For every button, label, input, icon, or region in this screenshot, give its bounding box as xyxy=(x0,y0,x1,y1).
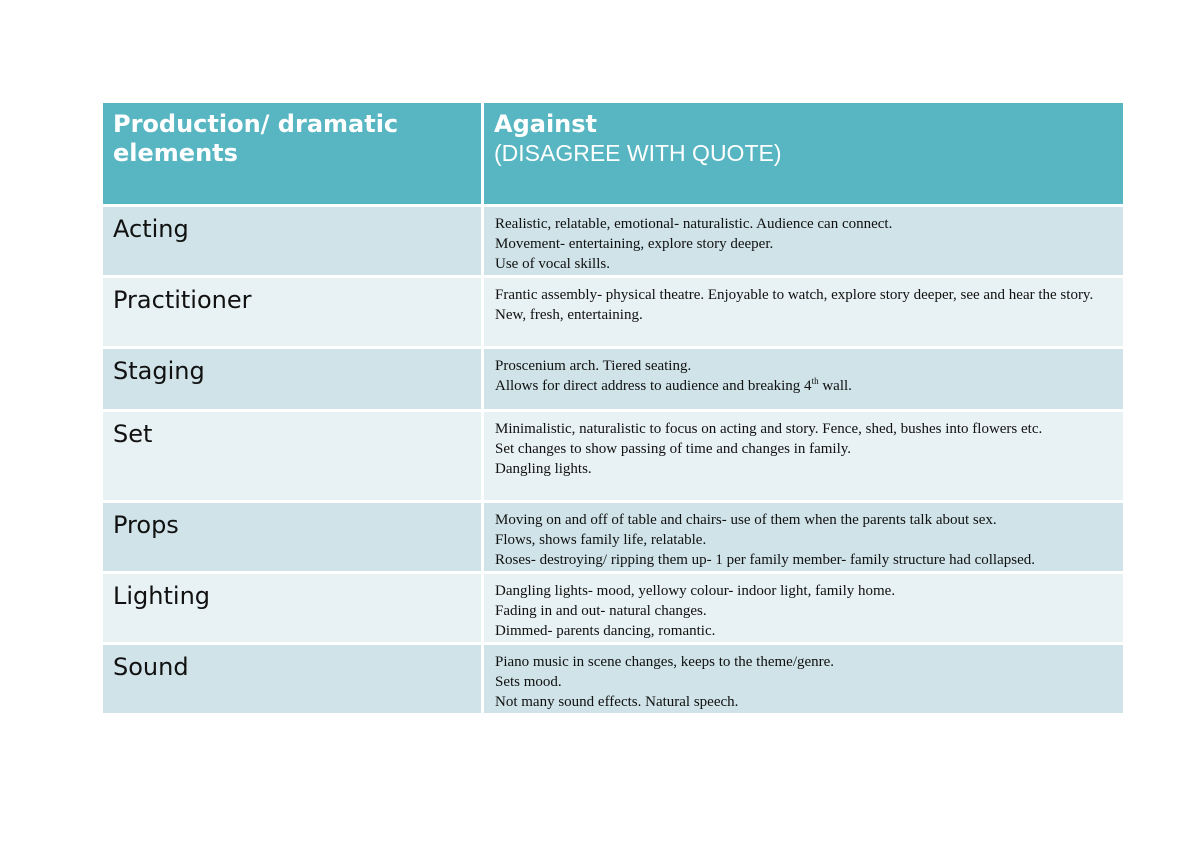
note-line: Sets mood. xyxy=(495,674,562,690)
note-line: Fading in and out- natural changes. xyxy=(495,603,707,619)
element-cell-set: Set xyxy=(103,409,484,500)
notes-cell-acting xyxy=(484,204,1123,275)
element-cell-props: Props xyxy=(103,500,484,571)
header-elements-title: Production/ dramatic elements xyxy=(113,110,399,167)
element-cell-lighting: Lighting xyxy=(103,571,484,642)
element-cell-practitioner: Practitioner xyxy=(103,275,484,346)
note-wall-before: Allows for direct address to audience and breaking 4 xyxy=(495,378,812,394)
header-against-subtitle: (DISAGREE WITH QUOTE) xyxy=(494,140,782,166)
element-cell-sound: Sound xyxy=(103,642,484,713)
note-line: Use of vocal skills. xyxy=(495,256,610,272)
note-line: Proscenium arch. Tiered seating. xyxy=(495,358,692,374)
note-line: Piano music in scene changes, keeps to the theme/genre. xyxy=(495,654,835,670)
header-elements-cell xyxy=(103,103,484,204)
note-line: Not many sound effects. Natural speech. xyxy=(495,694,739,710)
notes-cell-lighting xyxy=(484,571,1123,642)
header-against-title: Against xyxy=(494,110,598,138)
header-against-cell xyxy=(484,103,1123,204)
note-wall-after: wall. xyxy=(818,378,852,394)
notes-cell-set xyxy=(484,409,1123,500)
notes-cell-props xyxy=(484,500,1123,571)
note-line: Realistic, relatable, emotional- naturalistic. Audience can connect. xyxy=(495,216,893,232)
note-line: Frantic assembly- physical theatre. Enjoyable to watch, explore story deeper, see and hear the story. xyxy=(495,287,1094,303)
comparison-table xyxy=(103,103,1123,713)
note-wall-superscript: th xyxy=(811,376,819,386)
note-line: Roses- destroying/ ripping them up- 1 per family member- family structure had collapsed. xyxy=(495,552,1035,568)
note-line: New, fresh, entertaining. xyxy=(495,307,643,323)
note-line: Dangling lights. xyxy=(495,461,592,477)
notes-cell-sound xyxy=(484,642,1123,713)
note-line: Flows, shows family life, relatable. xyxy=(495,532,707,548)
note-line: Set changes to show passing of time and changes in family. xyxy=(495,441,852,457)
note-line: Dimmed- parents dancing, romantic. xyxy=(495,623,716,639)
element-cell-staging: Staging xyxy=(103,346,484,409)
note-line: Minimalistic, naturalistic to focus on acting and story. Fence, shed, bushes into flowers etc. xyxy=(495,421,1043,437)
notes-cell-staging xyxy=(484,346,1123,409)
note-line: Dangling lights- mood, yellowy colour- indoor light, family home. xyxy=(495,583,896,599)
note-line: Movement- entertaining, explore story deeper. xyxy=(495,236,774,252)
note-line-wall xyxy=(495,376,1113,396)
element-cell-acting: Acting xyxy=(103,204,484,275)
notes-cell-practitioner xyxy=(484,275,1123,346)
note-line: Moving on and off of table and chairs- use of them when the parents talk about sex. xyxy=(495,512,997,528)
